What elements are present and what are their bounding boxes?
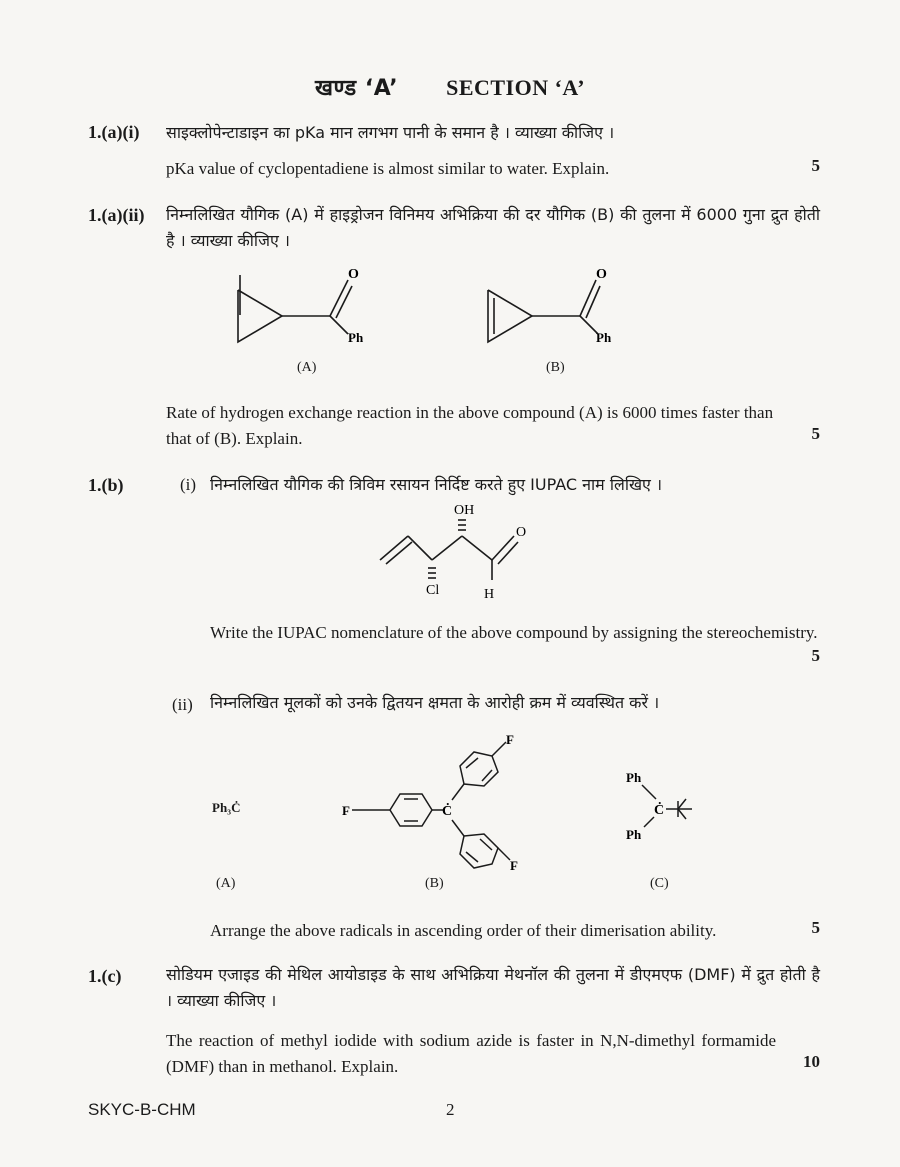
atom-o-a: O <box>348 267 359 282</box>
question-1aii-english: Rate of hydrogen exchange reaction in the above compound (A) is 6000 times faster than that of (B). Explain. <box>166 403 774 448</box>
rad-c-ph-top: Ph <box>626 770 642 785</box>
question-1bii-english: Arrange the above radicals in ascending order of their dimerisation ability. <box>210 921 717 940</box>
rad-b-f-bottom: F <box>510 858 518 872</box>
rad-b-f-left: F <box>342 803 350 818</box>
footer-page-number: 2 <box>446 1100 455 1119</box>
structure-a <box>238 275 352 342</box>
marks-1c: 10 <box>803 1052 820 1071</box>
sub-question-number-ii: (ii) <box>172 695 193 714</box>
atom-ph-a: Ph <box>348 330 364 345</box>
atom-o-b: O <box>596 267 607 282</box>
question-number-1b: 1.(b) <box>88 475 124 495</box>
structures-a-b <box>220 260 640 380</box>
rad-b-f-top: F <box>506 732 514 747</box>
atom-o-1bi: O <box>516 525 527 540</box>
question-number-1ai: 1.(a)(i) <box>88 122 140 142</box>
label-radical-b: (B) <box>425 876 444 891</box>
question-1ai-hindi: साइक्लोपेन्टाडाइन का pKa मान लगभग पानी के समान है । व्याख्या कीजिए । <box>166 123 615 142</box>
label-radical-c: (C) <box>650 876 669 891</box>
radical-c-structure <box>620 765 720 845</box>
label-compound-a: (A) <box>297 360 317 375</box>
marks-1ai: 5 <box>811 156 820 175</box>
section-title-english: SECTION ‘A’ <box>446 75 586 100</box>
atom-ph-b: Ph <box>596 330 612 345</box>
marks-1bi: 5 <box>811 646 820 665</box>
question-1c-hindi: सोडियम एजाइड की मेथिल आयोडाइड के साथ अभिक्रिया मेथनॉल की तुलना में डीएमएफ (DMF) में द्रुत होती है । व्याख्या कीजिए । <box>166 965 820 1010</box>
marks-1aii: 5 <box>811 424 820 443</box>
radical-a: Ph₃Ċ <box>212 800 241 815</box>
atom-h: H <box>484 587 495 602</box>
label-compound-b: (B) <box>546 360 565 375</box>
question-1bii-hindi: निम्नलिखित मूलकों को उनके द्वितयन क्षमता के आरोही क्रम में व्यवस्थित करें । <box>210 693 660 712</box>
question-number-1c: 1.(c) <box>88 966 122 986</box>
atom-oh: OH <box>454 503 475 518</box>
rad-c-ph-bottom: Ph <box>626 827 642 842</box>
question-number-1aii: 1.(a)(ii) <box>88 205 145 225</box>
sub-question-number-i: (i) <box>180 475 197 494</box>
question-1bi-english: Write the IUPAC nomenclature of the above compound by assigning the stereochemistry. <box>210 623 818 642</box>
structure-1bi <box>370 500 570 605</box>
rad-b-center: Ċ <box>442 804 453 819</box>
rad-c-center: Ċ <box>654 803 665 818</box>
question-1c-english: The reaction of methyl iodide with sodium azide is faster in N,N-dimethyl formamide (DMF) than in methanol. Explain. <box>166 1031 776 1076</box>
label-radical-a: (A) <box>216 876 236 891</box>
radical-b-structure <box>340 732 540 872</box>
question-1aii-hindi: निम्नलिखित यौगिक (A) में हाइड्रोजन विनिमय अभिक्रिया की दर यौगिक (B) की तुलना में 6000 गुना द्रुत होती है । व्याख्या कीजिए । <box>166 205 821 250</box>
question-1ai-english: pKa value of cyclopentadiene is almost similar to water. Explain. <box>166 159 610 178</box>
atom-cl: Cl <box>426 583 440 598</box>
structure-b <box>488 280 600 342</box>
question-1bi-hindi: निम्नलिखित यौगिक की त्रिविम रसायन निर्दिष्ट करते हुए IUPAC नाम लिखिए । <box>210 475 663 494</box>
footer-paper-code: SKYC-B-CHM <box>88 1100 196 1119</box>
marks-1bii: 5 <box>811 918 820 937</box>
section-title-hindi: खण्ड ‘A’ <box>314 76 399 101</box>
section-title <box>0 72 900 102</box>
